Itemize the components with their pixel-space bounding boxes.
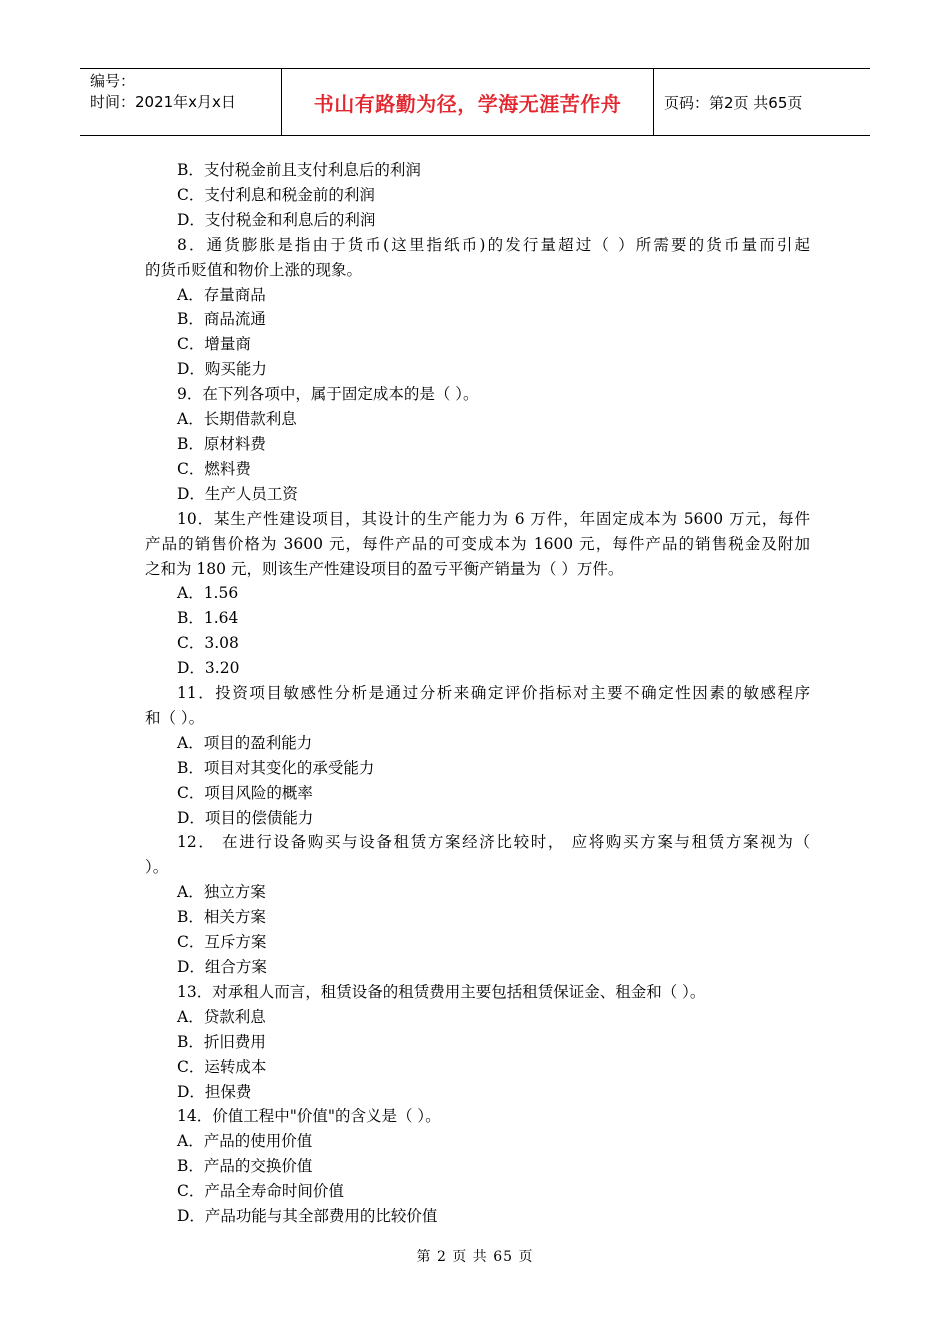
text-line: 10．某生产性建设项目，其设计的生产能力为 6 万件，年固定成本为 5600 万元，每件 xyxy=(177,509,810,528)
text-line: 12． 在进行设备购买与设备租赁方案经济比较时， 应将购买方案与租赁方案视为（ xyxy=(177,833,810,852)
text-line: D．支付税金和利息后的利润 xyxy=(177,210,376,229)
text-line: D．组合方案 xyxy=(177,958,267,976)
text-line: D．购买能力 xyxy=(177,360,267,379)
text-line: A．独立方案 xyxy=(177,883,266,902)
text-line: 和（ ）。 xyxy=(145,708,205,727)
document-body xyxy=(145,158,810,1229)
text-line: B．1.64 xyxy=(177,609,239,628)
text-line: A．长期借款利息 xyxy=(177,410,297,429)
text-line: 13．对承租人而言，租赁设备的租赁费用主要包括租赁保证金、租金和（ ）。 xyxy=(177,982,706,1001)
header-page-info: 页码：第2页 共65页 xyxy=(664,93,803,112)
page-header xyxy=(80,68,870,136)
text-line: A．存量商品 xyxy=(177,285,266,304)
text-line: B．产品的交换价值 xyxy=(177,1157,313,1176)
text-line: D．生产人员工资 xyxy=(177,484,298,503)
text-line: C．燃料费 xyxy=(177,459,251,478)
text-line: C．产品全寿命时间价值 xyxy=(177,1182,344,1201)
text-line: 之和为 180 元，则该生产性建设项目的盈亏平衡产销量为（ ）万件。 xyxy=(145,559,624,578)
text-line: 8．通货膨胀是指由于货币(这里指纸币)的发行量超过（ ）所需要的货币量而引起 xyxy=(177,235,810,254)
text-line: ）。 xyxy=(145,858,169,877)
text-line: B．折旧费用 xyxy=(177,1032,266,1051)
text-line: B．相关方案 xyxy=(177,908,266,927)
text-line: D．3.20 xyxy=(177,659,240,678)
text-line: A．贷款利息 xyxy=(177,1007,266,1026)
text-line: C．项目风险的概率 xyxy=(177,783,313,802)
header-code: 编号： xyxy=(90,72,136,90)
text-line: D．项目的偿债能力 xyxy=(177,808,314,827)
text-line: A．项目的盈利能力 xyxy=(177,733,313,752)
header-meta xyxy=(80,69,282,135)
text-line: B．支付税金前且支付利息后的利润 xyxy=(177,161,421,179)
text-line: A．1.56 xyxy=(177,584,239,603)
text-line: 的货币贬值和物价上涨的现象。 xyxy=(145,260,363,279)
text-line: B．项目对其变化的承受能力 xyxy=(177,758,375,777)
text-line: 产品的销售价格为 3600 元，每件产品的可变成本为 1600 元，每件产品的销售税金及附加 xyxy=(145,534,810,553)
text-line: D．产品功能与其全部费用的比较价值 xyxy=(177,1207,438,1226)
text-line: D．担保费 xyxy=(177,1082,252,1101)
text-line: C．3.08 xyxy=(177,634,239,653)
text-line: A．产品的使用价值 xyxy=(177,1132,313,1151)
text-line: C．运转成本 xyxy=(177,1057,267,1076)
text-line: C．互斥方案 xyxy=(177,933,267,952)
header-time: 时间：2021年x月x日 xyxy=(90,93,236,111)
text-line: C．支付利息和税金前的利润 xyxy=(177,185,375,204)
text-line: C．增量商 xyxy=(177,335,251,354)
text-line: B．原材料费 xyxy=(177,434,266,453)
header-motto: 书山有路勤为径，学海无涯苦作舟 xyxy=(282,69,654,135)
text-line: 11．投资项目敏感性分析是通过分析来确定评价指标对主要不确定性因素的敏感程序 xyxy=(177,684,810,703)
text-line: B．商品流通 xyxy=(177,310,266,329)
page-footer: 第 2 页 共 65 页 xyxy=(416,1249,534,1265)
text-line: 9．在下列各项中，属于固定成本的是（ ）。 xyxy=(177,385,479,404)
text-line: 14．价值工程中"价值"的含义是（ ）。 xyxy=(177,1107,441,1126)
